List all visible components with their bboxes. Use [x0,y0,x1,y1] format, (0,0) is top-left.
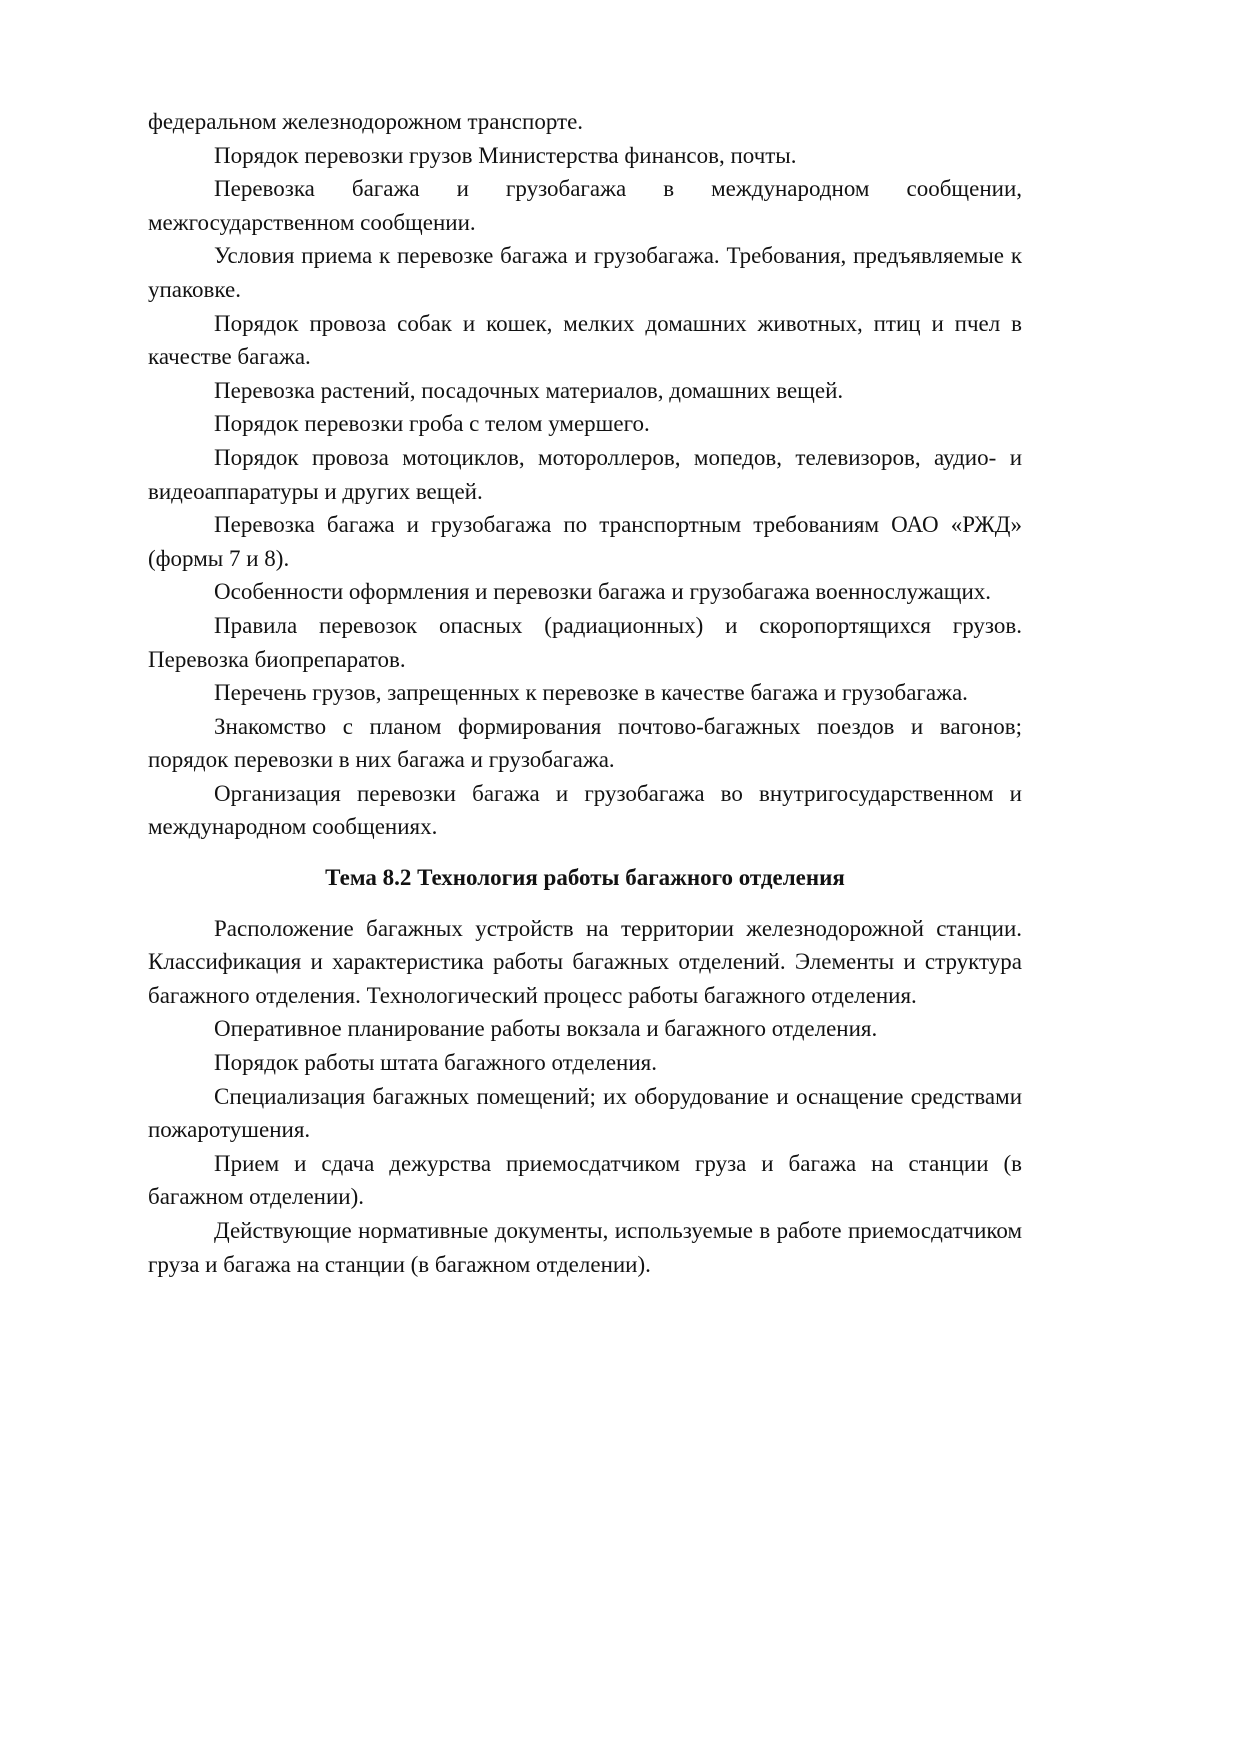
paragraph: Перевозка багажа и грузобагажа в международном сообщении, межгосударственном сообщении. [148,176,1022,235]
paragraph: Порядок провоза собак и кошек, мелких домашних животных, птиц и пчел в качестве багажа. [148,310,1022,370]
paragraph: Перечень грузов, запрещенных к перевозке в качестве багажа и грузобагажа. [214,680,968,706]
paragraph: Расположение багажных устройств на территории железнодорожной станции. Классификация и характеристика работы багажных отделений. Элементы и структура багажного отделения. Технологический процесс работы багажного отделения. [148,915,1022,1008]
paragraph: Условия приема к перевозке багажа и грузобагажа. Требования, предъявляемые к упаковке. [148,243,1022,302]
paragraph: Порядок провоза мотоциклов, мотороллеров, мопедов, телевизоров, аудио- и видеоаппаратуры и других вещей. [148,444,1022,504]
paragraph: Прием и сдача дежурства приемосдатчиком груза и багажа на станции (в багажном отделении). [148,1150,1022,1210]
paragraph: Оперативное планирование работы вокзала и багажного отделения. [214,1016,878,1042]
paragraph: Перевозка багажа и грузобагажа по транспортным требованиям ОАО «РЖД» (формы 7 и 8). [148,512,1022,571]
paragraph: Порядок работы штата багажного отделения. [214,1050,657,1076]
paragraph: Специализация багажных помещений; их оборудование и оснащение средствами пожаротушения. [148,1083,1022,1143]
paragraph: федеральном железнодорожном транспорте. [148,109,584,134]
paragraph: Порядок перевозки гроба с телом умершего. [214,411,650,437]
paragraph: Перевозка растений, посадочных материалов, домашних вещей. [214,377,844,403]
paragraph: Действующие нормативные документы, используемые в работе приемосдатчиком груза и багажа на станции (в багажном отделении). [148,1218,1022,1277]
paragraph: Особенности оформления и перевозки багажа и грузобагажа военнослужащих. [214,579,992,605]
paragraph: Правила перевозок опасных (радиационных) и скоропортящихся грузов. Перевозка биопрепаратов. [148,612,1022,672]
paragraph: Порядок перевозки грузов Министерства финансов, почты. [214,142,797,168]
section-heading: Тема 8.2 Технология работы багажного отделения [325,865,845,891]
paragraph: Знакомство с планом формирования почтово-багажных поездов и вагонов; порядок перевозки в них багажа и грузобагажа. [148,713,1022,773]
paragraph: Организация перевозки багажа и грузобагажа во внутригосударственном и международном сообщениях. [148,780,1022,840]
